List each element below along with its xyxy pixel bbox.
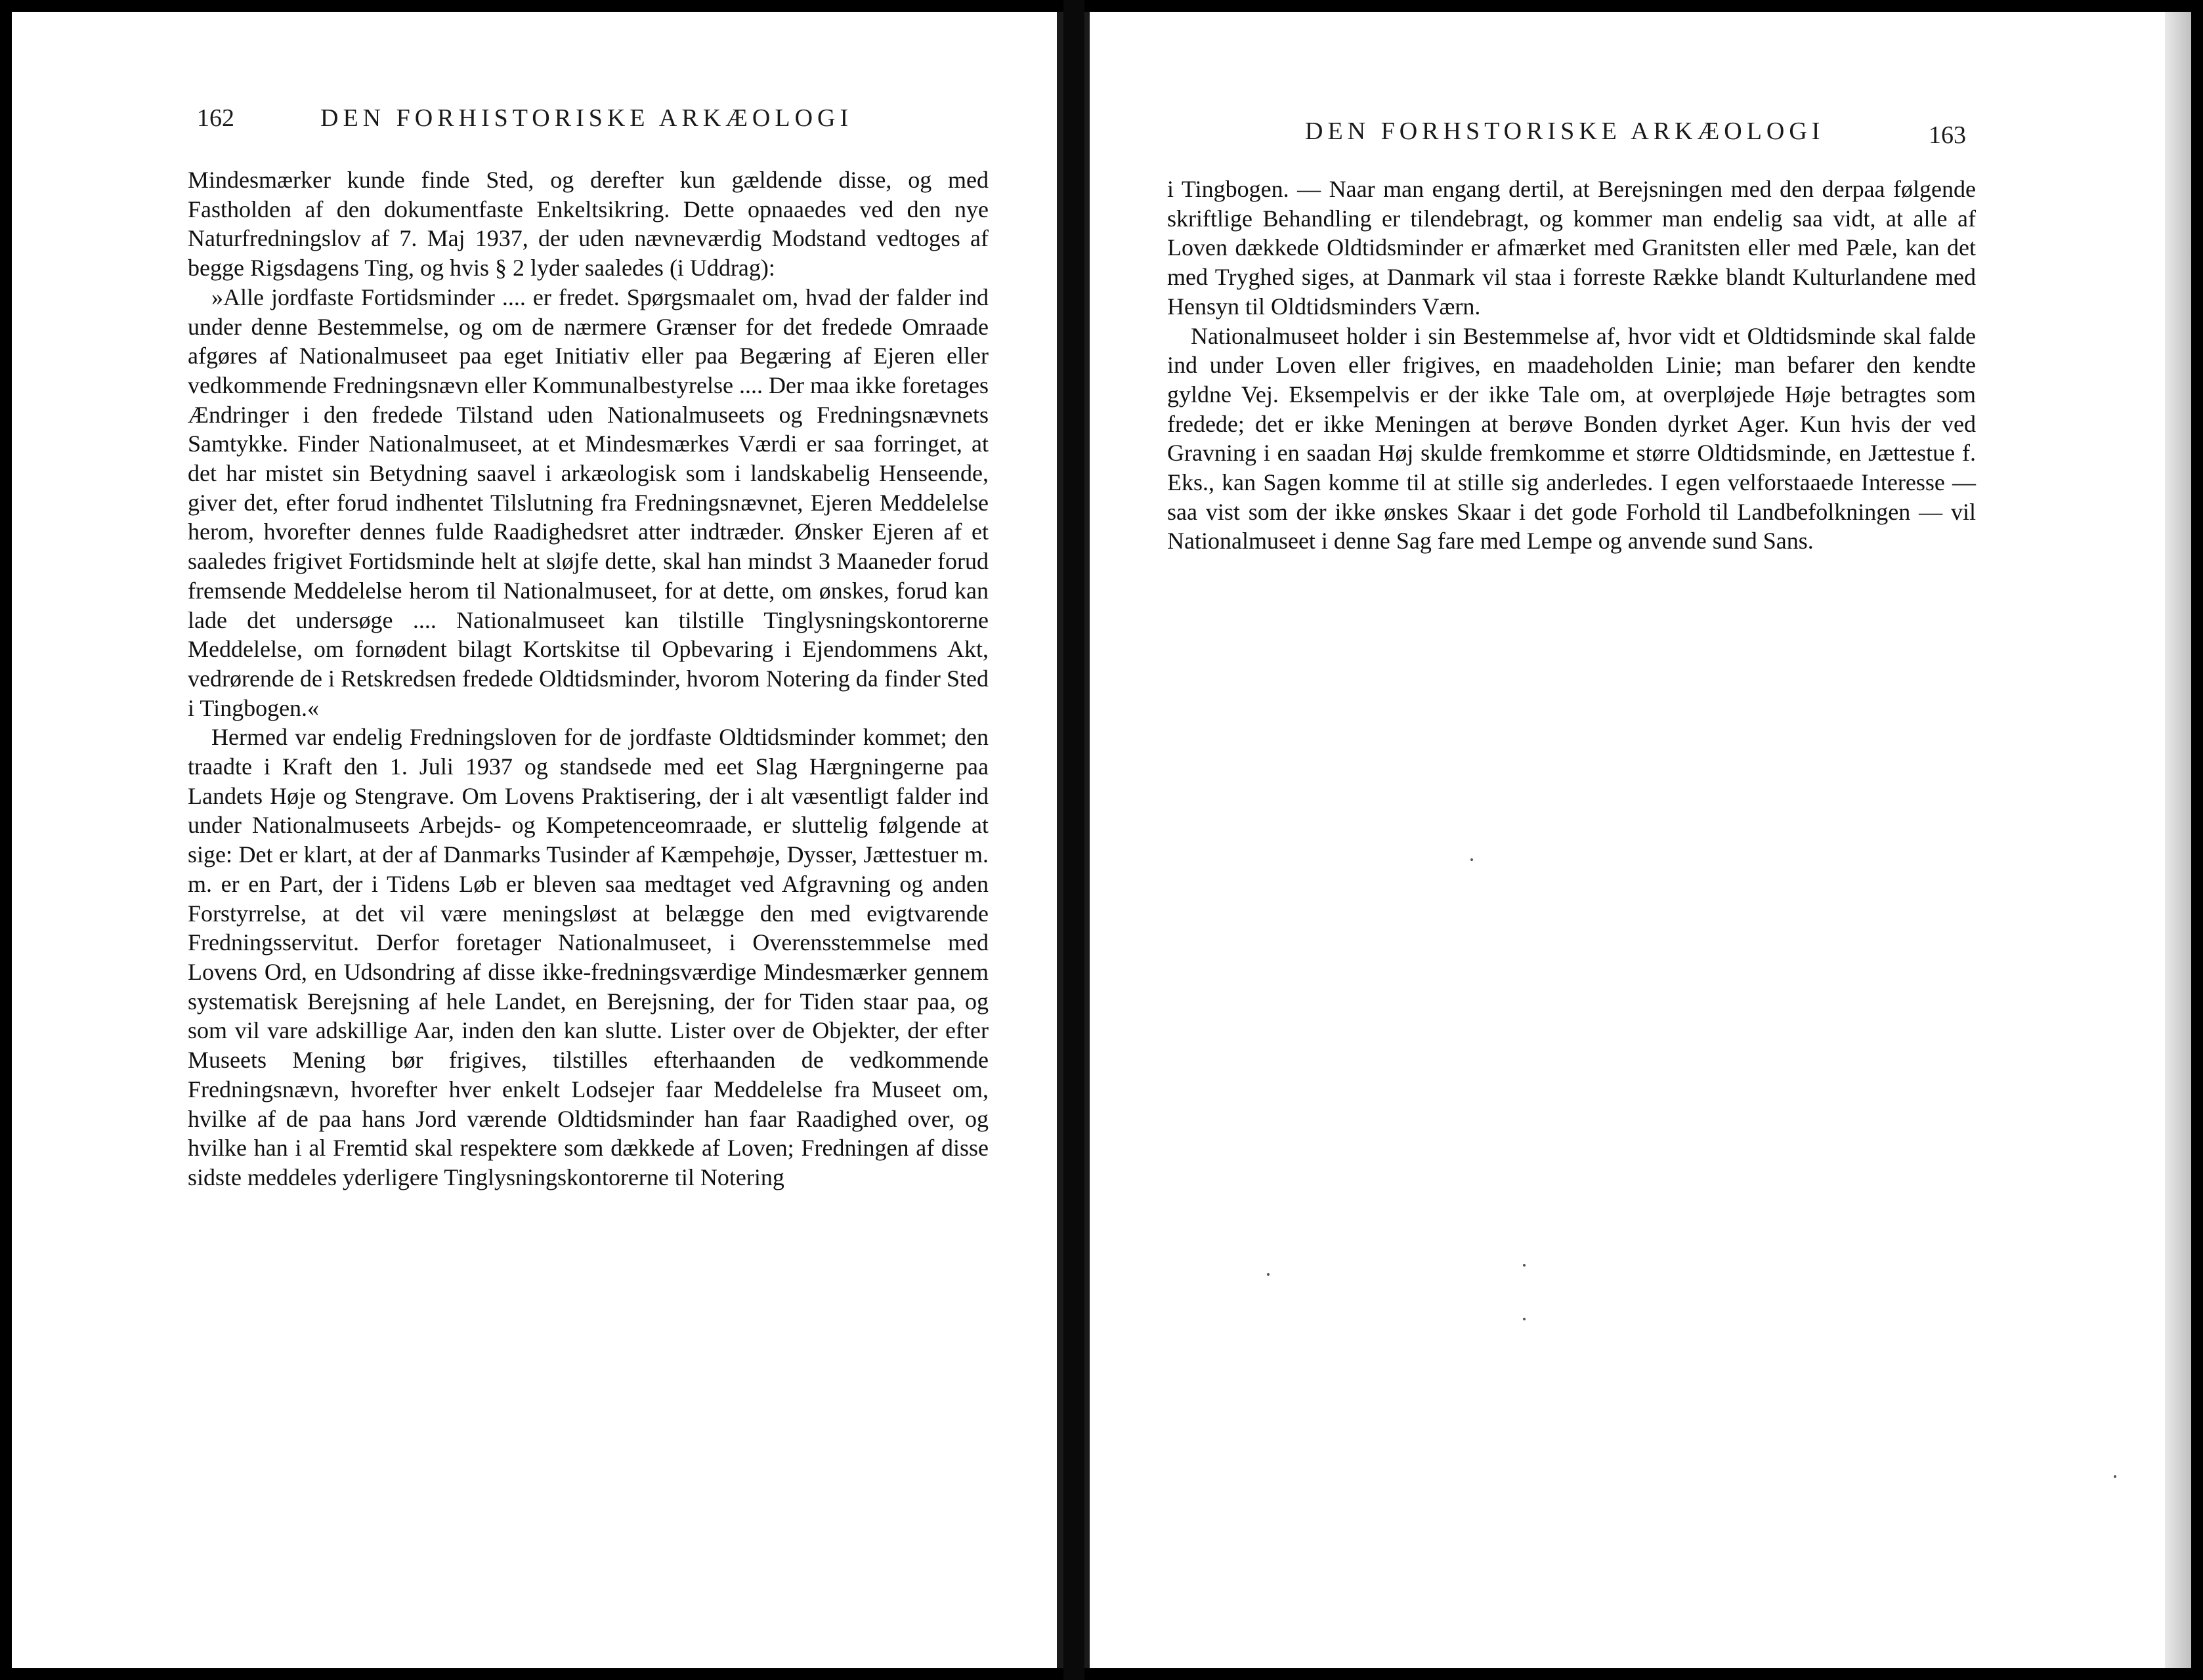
- right-body-text: [1167, 175, 1976, 556]
- paper-speck: [2114, 1475, 2116, 1478]
- left-paragraph-1: Mindesmærker kunde finde Sted, og derefter kun gældende disse, og med Fastholden af den dokumentfaste Enkeltsikring. Dette opnaaedes ved den nye Naturfredningslov af 7. Maj 1937, der uden nævneværdig Modstand vedtoges af begge Rigsdagens Ting, og hvis § 2 lyder saaledes (i Uddrag):: [188, 167, 989, 282]
- left-page-number: 162: [197, 104, 234, 132]
- paper-speck: [1470, 858, 1473, 861]
- book-page-edge: [2165, 12, 2191, 1668]
- left-paragraph-2: »Alle jordfaste Fortidsminder .... er fredet. Spørgsmaalet om, hvad der falder ind under denne Bestemmelse, og om de nærmere Grænser for det fredede Omraade afgøres af Nationalmuseet paa eget Initiativ eller paa Begæring af Ejeren eller vedkommende Fredningsnævn eller Kommunalbestyrelse .... Der maa ikke foretages Ændringer i den fredede Tilstand uden Nationalmuseets og Fredningsnævnets Samtykke. Finder Nationalmuseet, at et Mindesmærkes Værdi er saa forringet, at det har mistet sin Betydning saavel i arkæologisk som i landskabelig Henseende, giver det, efter forud indhentet Tilslutning fra Fredningsnævnet, Ejeren Meddelelse herom, hvorefter dennes fulde Raadighedsret atter indtræder. Ønsker Ejeren af et saaledes frigivet Fortidsminde helt at sløjfe dette, skal han mindst 3 Maaneder forud fremsende Meddelelse herom til Nationalmuseet, for at dette, om ønskes, forud kan lade det undersøge .... Nationalmuseet kan tilstille Tinglysningskontorerne Meddelelse, om fornødent bilagt Kortskitse til Opbevaring i Ejendommens Akt, vedrørende de i Retskredsen fredede Oldtidsminder, hvorom Notering da finder Sted i Tingbogen.«: [188, 284, 989, 721]
- paper-speck: [1267, 1273, 1270, 1276]
- right-paragraph-2: Nationalmuseet holder i sin Bestemmelse af, hvor vidt et Oldtidsminde skal falde ind under Loven eller frigives, en maadeholden Linie; man befarer den kendte gyldne Vej. Eksempelvis er der ikke Tale om, at overpløjede Høje betragtes som fredede; det er ikke Meningen at berøve Bonden dyrket Ager. Kun hvis der ved Gravning i en saadan Høj skulde fremkomme et større Oldtidsminde, en Jættestue f. Eks., kan Sagen komme til at stille sig anderledes. I egen velforstaaede Interesse — saa vist som der ikke ønskes Skaar i det gode Forhold til Landbefolkningen — vil Nationalmuseet i denne Sag fare med Lempe og anvende sund Sans.: [1167, 322, 1976, 555]
- book-gutter: [1063, 0, 1084, 1680]
- paper-speck: [1523, 1318, 1526, 1320]
- paper-speck: [1523, 1264, 1526, 1267]
- right-page: [1084, 12, 2165, 1668]
- left-running-head: DEN FORHISTORISKE ARKÆOLOGI: [320, 104, 853, 132]
- right-paragraph-1: i Tingbogen. — Naar man engang dertil, at Berejsningen med den derpaa følgende skriftlige Behandling er tilendebragt, og kommer man endelig saa vidt, at alle af Loven dækkede Oldtidsminder er afmærket med Granitsten eller med Pæle, kan det med Tryghed siges, at Danmark vil staa i forreste Række blandt Kulturlandene med Hensyn til Oldtidsminders Værn.: [1167, 176, 1976, 320]
- left-paragraph-3: Hermed var endelig Fredningsloven for de jordfaste Oldtidsminder kommet; den traadte i Kraft den 1. Juli 1937 og standsede med eet Slag Hærgningerne paa Landets Høje og Stengrave. Om Lovens Praktisering, der i alt væsentligt falder ind under Nationalmuseets Arbejds- og Kompetenceomraade, er sluttelig følgende at sige: Det er klart, at der af Danmarks Tusinder af Kæmpehøje, Dysser, Jættestuer m. m. er en Part, der i Tidens Løb er bleven saa medtaget ved Afgravning og anden Forstyrrelse, at det vil være meningsløst at belægge den med evigtvarende Fredningsservitut. Derfor foretager Nationalmuseet, i Overensstemmelse med Lovens Ord, en Udsondring af disse ikke-fredningsværdige Mindesmærker gennem systematisk Berejsning af hele Landet, en Berejsning, der for Tiden staar paa, og som vil vare adskillige Aar, inden den kan slutte. Lister over de Objekter, der efter Museets Mening bør frigives, tilstilles efterhaanden de vedkommende Fredningsnævn, hvorefter hver enkelt Lodsejer faar Meddelelse fra Museet om, hvilke af de paa hans Jord værende Oldtidsminder han faar Raadighed over, og hvilke han i al Fremtid skal respektere som dækkede af Loven; Fredningen af disse sidste meddeles yderligere Tinglysningskontorerne til Notering: [188, 724, 989, 1190]
- left-page: [12, 12, 1063, 1668]
- right-page-number: 163: [1929, 121, 1966, 149]
- right-running-head: DEN FORHSTORISKE ARKÆOLOGI: [1305, 117, 1825, 145]
- left-body-text: [188, 165, 989, 1192]
